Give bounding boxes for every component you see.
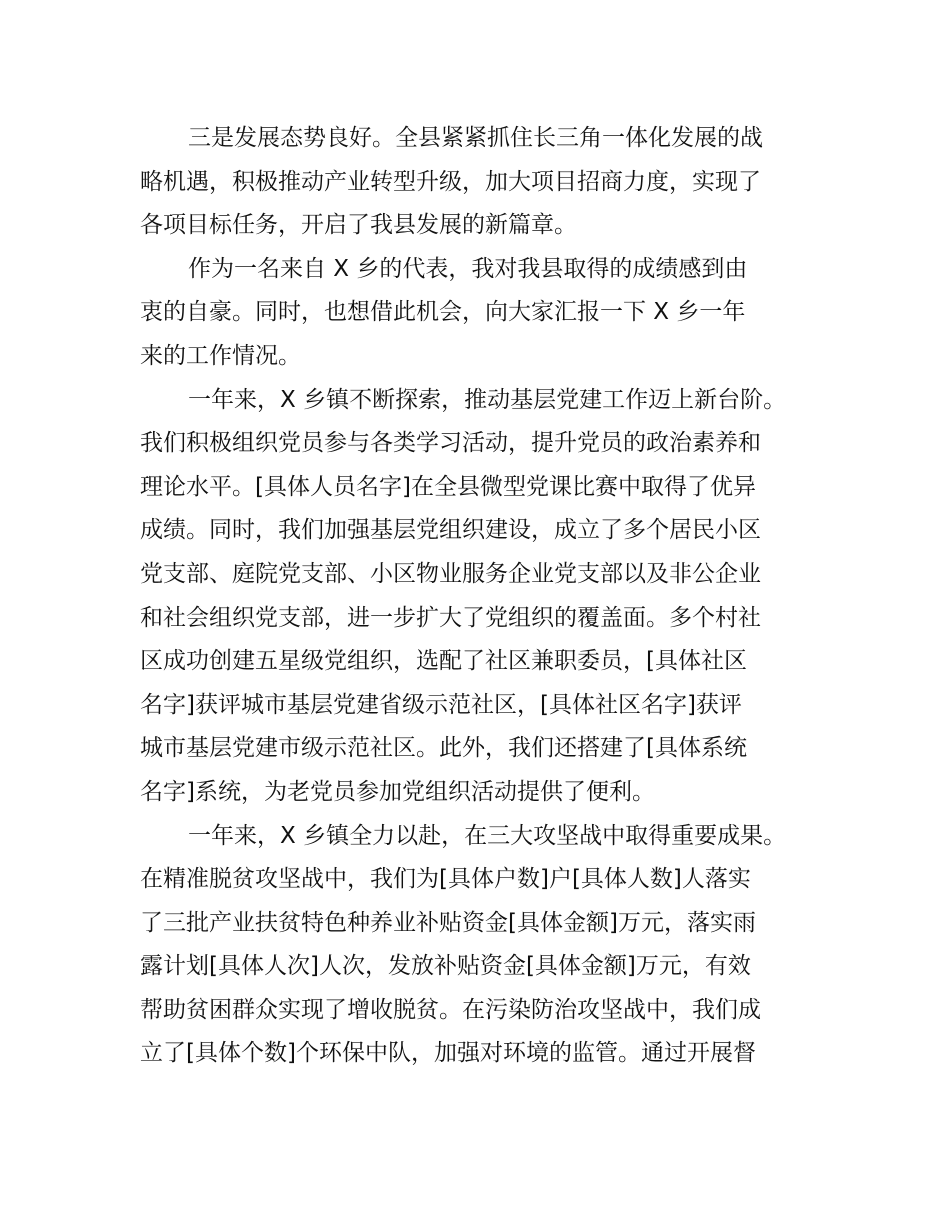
text-line: 我们积极组织党员参与各类学习活动，提升党员的政治素养和	[140, 430, 761, 457]
paragraph-2	[140, 248, 820, 379]
text-line: 一年来，X 乡镇不断探索，推动基层党建工作迈上新台阶。	[188, 386, 787, 413]
text-line: 和社会组织党支部，进一步扩大了党组织的覆盖面。多个村社	[140, 604, 761, 631]
paragraph-3	[140, 379, 820, 815]
document-body	[140, 117, 820, 1076]
text-line: 一年来，X 乡镇全力以赴，在三大攻坚战中取得重要成果。	[188, 822, 787, 849]
text-line: 名字]获评城市基层党建省级示范社区，[具体社区名字]获评	[140, 691, 742, 718]
text-line: 帮助贫困群众实现了增收脱贫。在污染防治攻坚战中，我们成	[140, 996, 761, 1023]
text-line: 成绩。同时，我们加强基层党组织建设，成立了多个居民小区	[140, 517, 761, 544]
text-line: 了三批产业扶贫特色种养业补贴资金[具体金额]万元，落实雨	[140, 909, 756, 936]
text-line: 城市基层党建市级示范社区。此外，我们还搭建了[具体系统	[140, 735, 747, 762]
text-line: 在精准脱贫攻坚战中，我们为[具体户数]户[具体人数]人落实	[140, 866, 751, 893]
text-line: 名字]系统，为老党员参加党组织活动提供了便利。	[140, 778, 655, 805]
text-line: 区成功创建五星级党组织，选配了社区兼职委员，[具体社区	[140, 648, 747, 675]
text-line: 三是发展态势良好。全县紧紧抓住长三角一体化发展的战	[188, 125, 763, 151]
text-line: 理论水平。[具体人员名字]在全县微型党课比赛中取得了优异	[140, 473, 756, 500]
text-line: 党支部、庭院党支部、小区物业服务企业党支部以及非公企业	[140, 560, 761, 587]
text-line: 露计划[具体人次]人次，发放补贴资金[具体金额]万元，有效	[140, 953, 751, 980]
text-line: 略机遇，积极推动产业转型升级，加大项目招商力度，实现了	[140, 168, 761, 195]
text-line: 衷的自豪。同时，也想借此机会，向大家汇报一下 X 乡一年	[140, 299, 746, 326]
text-line: 立了[具体个数]个环保中队，加强对环境的监管。通过开展督	[140, 1040, 756, 1067]
text-line: 来的工作情况。	[140, 342, 301, 369]
text-line: 各项目标任务，开启了我县发展的新篇章。	[140, 212, 577, 239]
paragraph-1	[140, 117, 820, 248]
text-line: 作为一名来自 X 乡的代表，我对我县取得的成绩感到由	[188, 255, 748, 282]
paragraph-4	[140, 815, 820, 1077]
